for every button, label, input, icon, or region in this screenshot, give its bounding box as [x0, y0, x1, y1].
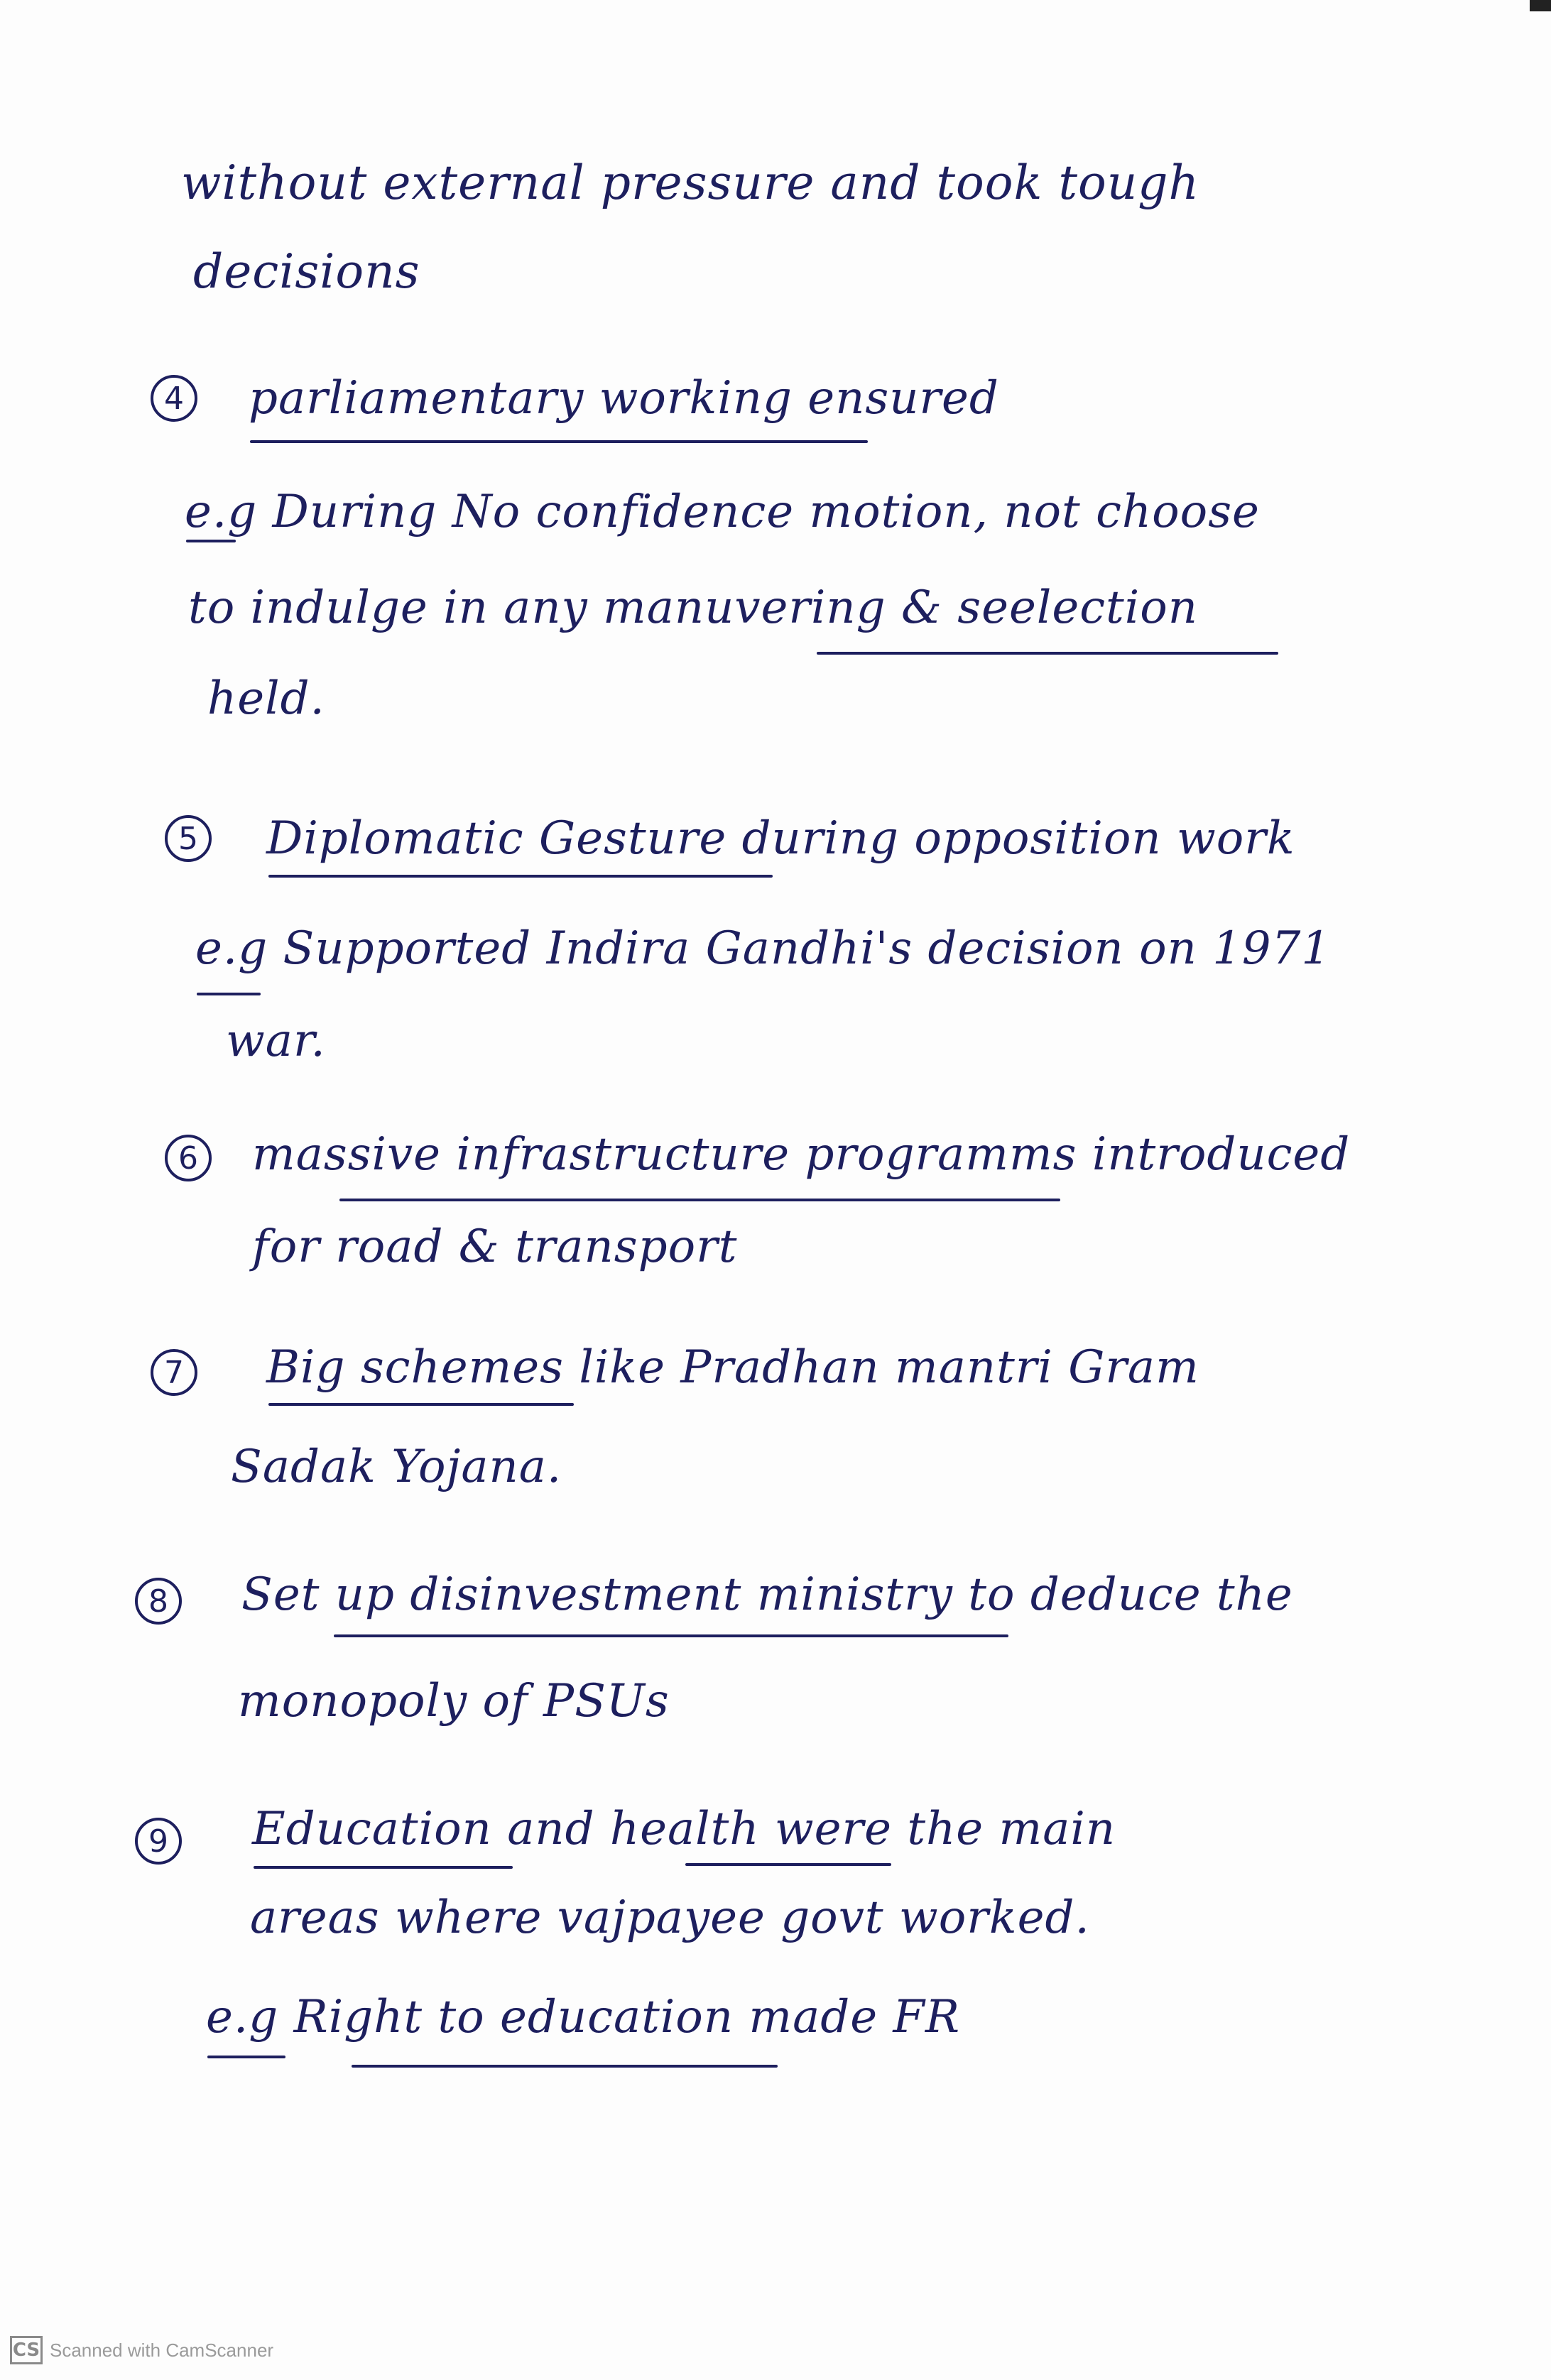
underline [817, 652, 1278, 655]
text-line: e.g During No confidence motion, not choose [185, 486, 1260, 538]
text-line: monopoly of PSUs [238, 1675, 670, 1727]
underline [339, 1199, 1060, 1201]
text-line: war. [226, 1015, 326, 1067]
underline [268, 1403, 574, 1406]
underline [207, 2056, 285, 2058]
text-line: to indulge in any manuvering & seelection [188, 582, 1198, 634]
scan-edge-mark [1530, 0, 1551, 11]
text-line: e.g Right to education made FR [206, 1991, 960, 2043]
scanner-footer [10, 2336, 273, 2364]
underline [250, 440, 868, 443]
text-line: areas where vajpayee govt worked. [250, 1892, 1090, 1944]
underline [334, 1634, 1008, 1637]
point-number-6: 6 [165, 1135, 212, 1181]
point-number-9: 9 [135, 1818, 182, 1865]
point-heading: massive infrastructure programms introduced [252, 1128, 1351, 1181]
text-line: held. [207, 672, 325, 725]
underline [197, 993, 261, 995]
point-number-8: 8 [135, 1578, 182, 1625]
scanner-watermark-text: Scanned with CamScanner [50, 2339, 274, 2361]
underline [268, 875, 773, 878]
text-line: Sadak Yojana. [231, 1441, 562, 1493]
point-heading: Diplomatic Gesture during opposition work [266, 812, 1295, 865]
text-line: for road & transport [252, 1221, 738, 1273]
underline [685, 1863, 891, 1866]
point-heading: Big schemes like Pradhan mantri Gram [266, 1341, 1199, 1394]
point-heading: parliamentary working ensured [249, 372, 999, 425]
underline [254, 1866, 513, 1869]
camscanner-logo: CS [10, 2336, 43, 2364]
point-heading: Education and health were the main [252, 1803, 1116, 1855]
underline [186, 540, 236, 542]
point-number-4: 4 [151, 375, 197, 422]
point-number-5: 5 [165, 815, 212, 862]
point-number-7: 7 [151, 1349, 197, 1396]
text-line: e.g Supported Indira Gandhi's decision on 1971 [195, 922, 1332, 975]
text-line: decisions [193, 244, 420, 299]
text-line: without external pressure and took tough [181, 155, 1199, 210]
point-heading: Set up disinvestment ministry to deduce the [241, 1568, 1293, 1621]
underline [352, 2065, 778, 2068]
